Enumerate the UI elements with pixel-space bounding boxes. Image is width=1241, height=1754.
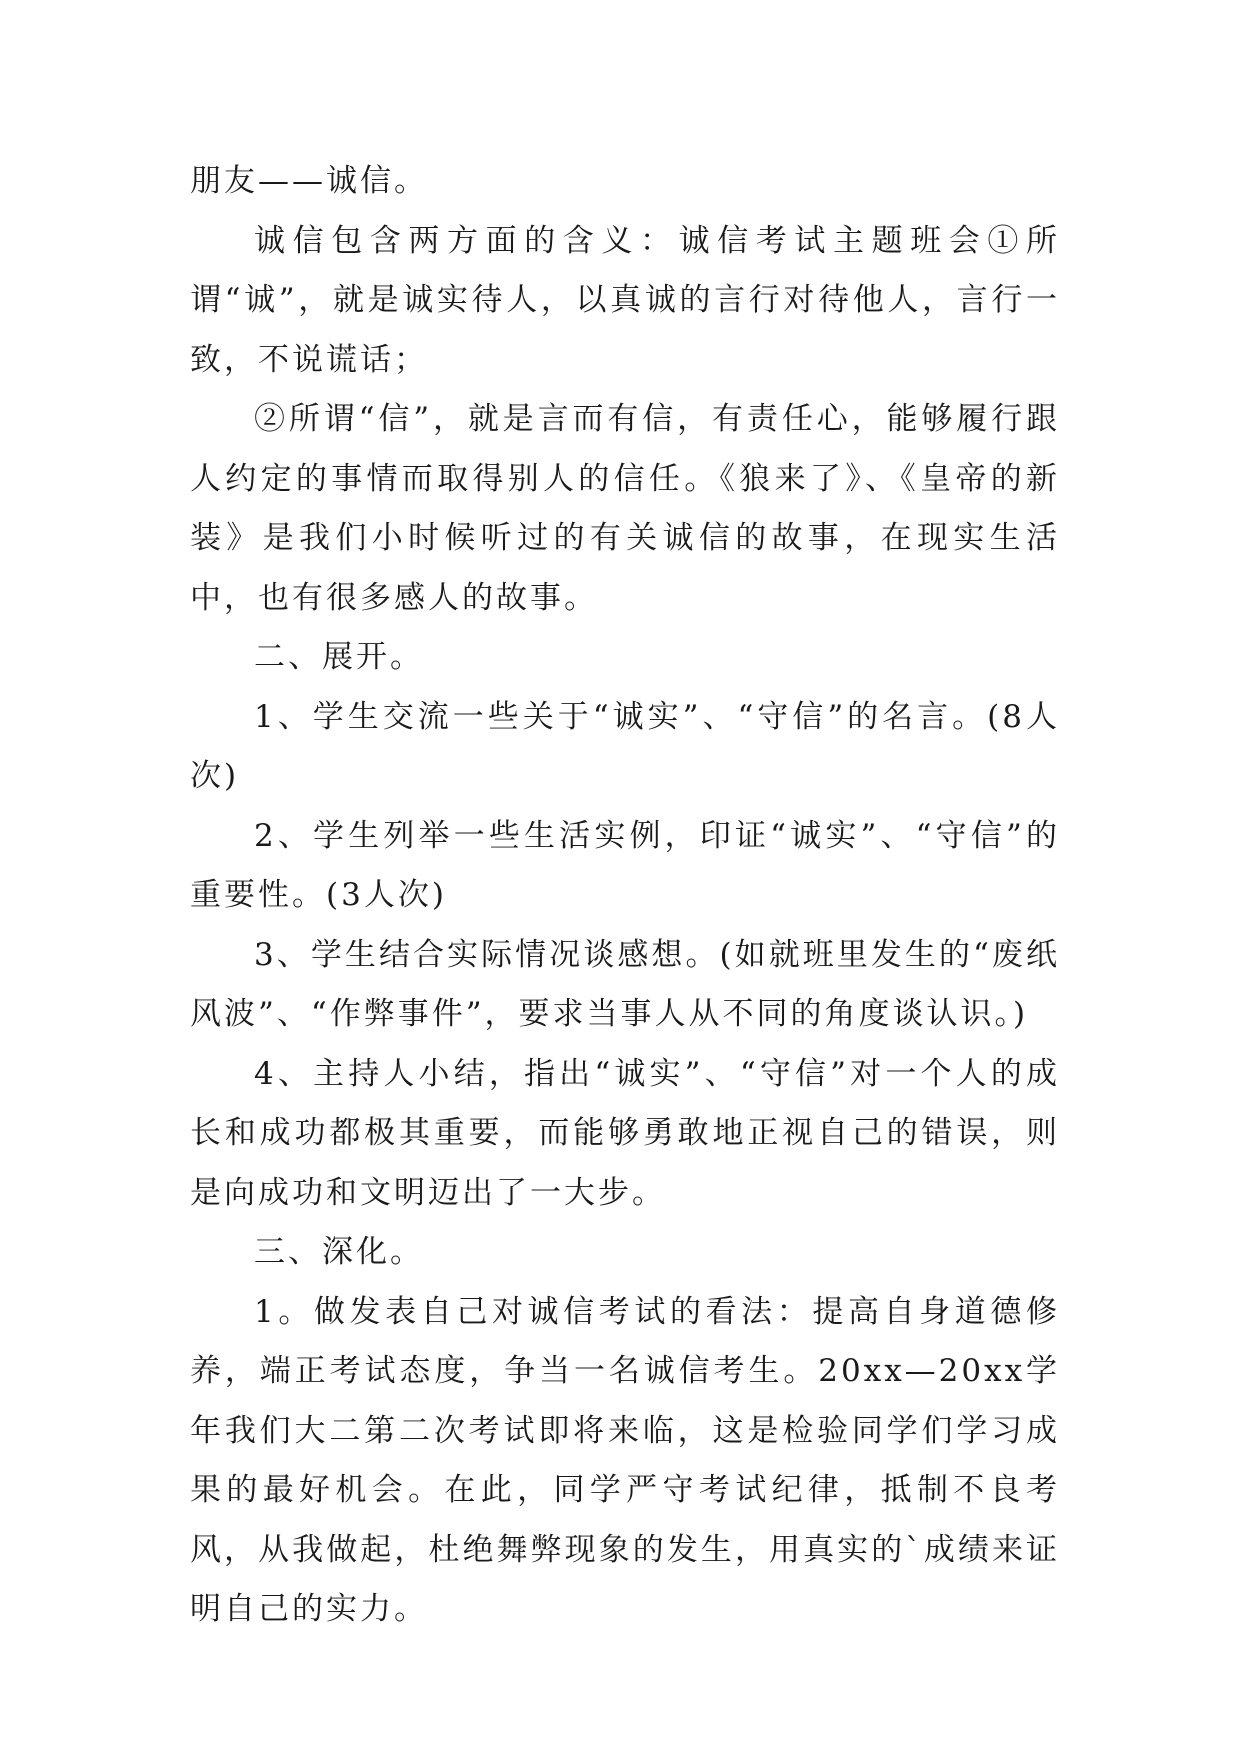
paragraph-3: ②所谓“信”，就是言而有信，有责任心，能够履行跟人约定的事情而取得别人的信任。《狼来了》、《皇帝的新装》是我们小时候听过的有关诚信的故事，在现实生活中，也有很多感人的故事。	[190, 401, 1060, 616]
paragraph-1: 朋友——诚信。	[190, 163, 428, 199]
list-item-2: 2、学生列举一些生活实例，印证“诚实”、“守信”的重要性。(3人次)	[190, 817, 1060, 913]
document-body	[190, 152, 1060, 1640]
list-item-3: 3、学生结合实际情况谈感想。(如就班里发生的“废纸风波”、“作弊事件”，要求当事人从不同的角度谈认识。)	[190, 936, 1060, 1032]
list-item-4: 4、主持人小结，指出“诚实”、“守信”对一个人的成长和成功都极其重要，而能够勇敢地正视自己的错误，则是向成功和文明迈出了一大步。	[190, 1055, 1060, 1211]
section-heading-deepen: 三、深化。	[254, 1234, 424, 1270]
list-item-1: 1、学生交流一些关于“诚实”、“守信”的名言。(8人次)	[190, 698, 1060, 794]
deepen-item-1: 1。做发表自己对诚信考试的看法：提高自身道德修养，端正考试态度，争当一名诚信考生。20xx—20xx学年我们大二第二次考试即将来临，这是检验同学们学习成果的最好机会。在此，同学严守考试纪律，抵制不良考风，从我做起，杜绝舞弊现象的发生，用真实的`成绩来证明自己的实力。	[190, 1293, 1060, 1627]
section-heading-expand: 二、展开。	[254, 639, 424, 675]
paragraph-2: 诚信包含两方面的含义：诚信考试主题班会①所谓“诚”，就是诚实待人，以真诚的言行对待他人，言行一致，不说谎话；	[190, 222, 1060, 378]
